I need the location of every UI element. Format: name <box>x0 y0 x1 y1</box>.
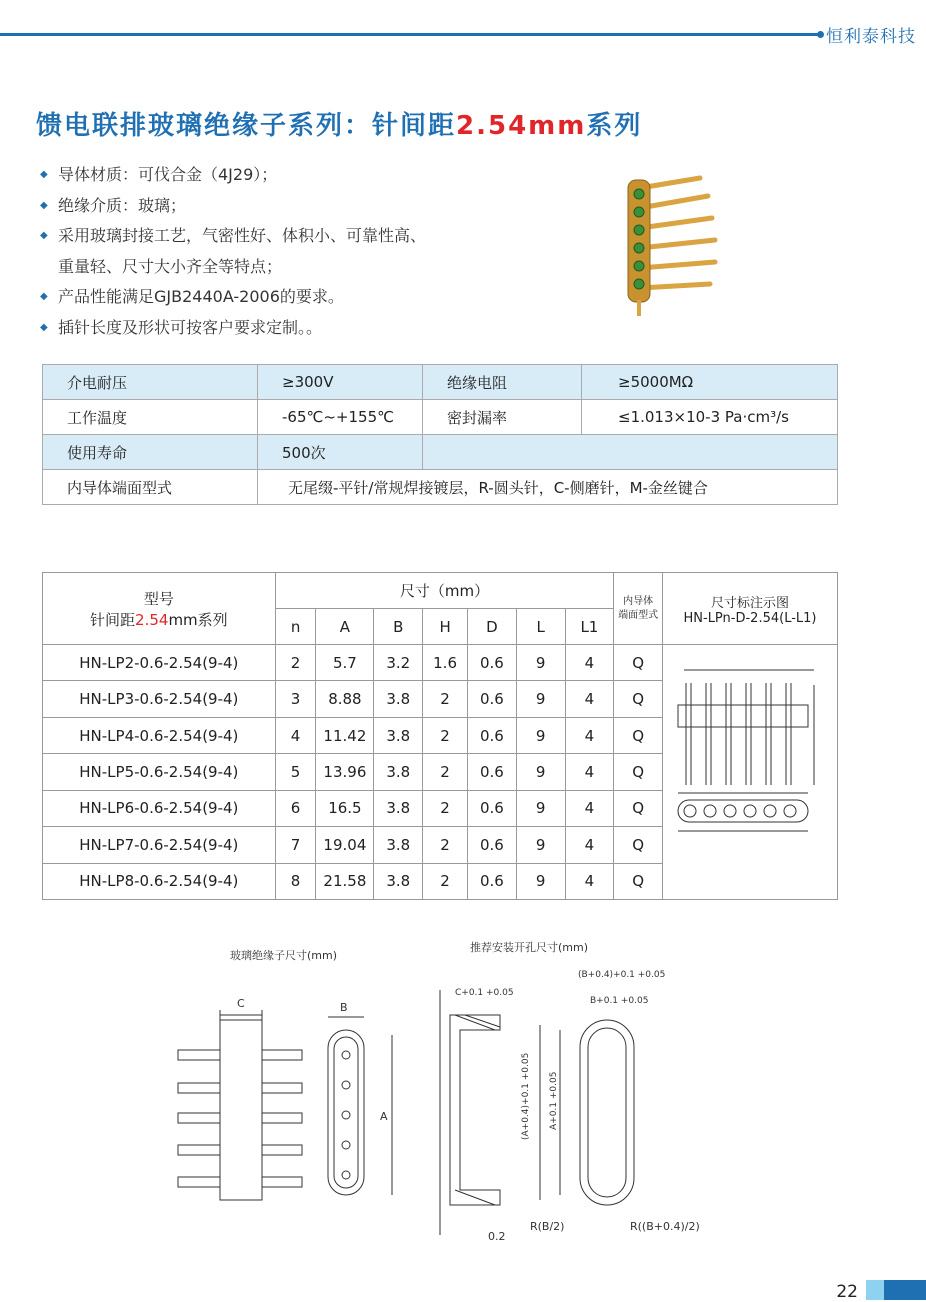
cell: 4 <box>565 645 614 681</box>
label-c: C <box>237 997 245 1010</box>
label-gap: 0.2 <box>488 1230 506 1243</box>
cell: 6 <box>275 790 316 826</box>
cell: 0.6 <box>468 717 517 753</box>
model-header <box>43 573 276 645</box>
cell: Q <box>614 681 663 717</box>
table-row <box>43 645 838 681</box>
model-cell: HN-LP6-0.6-2.54(9-4) <box>43 790 276 826</box>
header-rule <box>0 33 818 36</box>
col-header: n <box>275 609 316 645</box>
col-header: A <box>316 609 374 645</box>
right-drawing-title: 推荐安装开孔尺寸(mm) <box>470 941 589 954</box>
cell: 3.8 <box>374 754 423 790</box>
cell: 3 <box>275 681 316 717</box>
title-main: 馈电联排玻璃绝缘子系列：针间距 <box>36 111 457 141</box>
model-cell: HN-LP2-0.6-2.54(9-4) <box>43 645 276 681</box>
cell: 2 <box>423 790 468 826</box>
cell: 0.6 <box>468 863 517 899</box>
feature-item: ◆ 绝缘介质：玻璃； <box>40 191 600 222</box>
feature-item: ◆ 采用玻璃封接工艺，气密性好、体积小、可靠性高、 <box>40 221 600 252</box>
table-row <box>43 400 838 435</box>
cell: Q <box>614 754 663 790</box>
spec-key: 介电耐压 <box>43 365 258 400</box>
insulator-front-view <box>328 1017 392 1195</box>
label-a-tol: A+0.1 +0.05 <box>549 1071 559 1130</box>
table-row <box>43 435 838 470</box>
cell: 2 <box>423 681 468 717</box>
cell: 2 <box>275 645 316 681</box>
label-b-tol: B+0.1 +0.05 <box>590 996 649 1006</box>
col-header: L1 <box>565 609 614 645</box>
model-cell: HN-LP8-0.6-2.54(9-4) <box>43 863 276 899</box>
cell: 9 <box>516 827 565 863</box>
company-name: 恒利泰科技 <box>826 27 916 47</box>
cell: 0.6 <box>468 645 517 681</box>
spec-value: -65℃~+155℃ <box>258 400 423 435</box>
cell: 19.04 <box>316 827 374 863</box>
dimension-diagram-cell <box>663 645 838 900</box>
cell: 9 <box>516 717 565 753</box>
cell: 0.6 <box>468 754 517 790</box>
cell: 8 <box>275 863 316 899</box>
cell: 11.42 <box>316 717 374 753</box>
feature-item-continued: 重量轻、尺寸大小齐全等特点； <box>58 256 283 276</box>
cell: 1.6 <box>423 645 468 681</box>
cell: 16.5 <box>316 790 374 826</box>
model-label: 型号 <box>143 589 174 608</box>
cell: Q <box>614 790 663 826</box>
label-b: B <box>340 1001 348 1014</box>
label-b-plus: (B+0.4)+0.1 +0.05 <box>578 970 666 980</box>
col-header: H <box>423 609 468 645</box>
table-row <box>43 365 838 400</box>
spec-value: 500次 <box>258 435 423 470</box>
cell: 9 <box>516 681 565 717</box>
cell: 2 <box>423 754 468 790</box>
cell: 7 <box>275 827 316 863</box>
series-label: 针间距2.54mm系列 <box>90 610 228 629</box>
cell: 4 <box>565 681 614 717</box>
technical-drawings <box>160 935 720 1255</box>
spec-key: 内导体端面型式 <box>43 470 258 505</box>
cell: 9 <box>516 790 565 826</box>
diagram-header: 尺寸标注示图 HN-LPn-D-2.54(L-L1) <box>663 573 838 645</box>
cell: 3.8 <box>374 681 423 717</box>
spec-table <box>42 364 838 505</box>
label-a-plus: (A+0.4)+0.1 +0.05 <box>521 1052 531 1140</box>
cell: 3.8 <box>374 717 423 753</box>
spec-key: 使用寿命 <box>43 435 258 470</box>
cell: 3.8 <box>374 790 423 826</box>
cell: 0.6 <box>468 790 517 826</box>
col-header: B <box>374 609 423 645</box>
cell: 5 <box>275 754 316 790</box>
cell: 4 <box>565 717 614 753</box>
cell: Q <box>614 717 663 753</box>
title-tail: 系列 <box>586 111 643 141</box>
cell: 2 <box>423 827 468 863</box>
cell: 9 <box>516 863 565 899</box>
cell: 4 <box>275 717 316 753</box>
spec-value: ≥300V <box>258 365 423 400</box>
footer-accent-dark <box>884 1280 926 1300</box>
cell: 9 <box>516 645 565 681</box>
cell: Q <box>614 645 663 681</box>
feature-item: ◆ 插针长度及形状可按客户要求定制。。 <box>40 313 600 344</box>
col-header: L <box>516 609 565 645</box>
cell: 21.58 <box>316 863 374 899</box>
model-cell: HN-LP5-0.6-2.54(9-4) <box>43 754 276 790</box>
product-photo <box>620 170 730 320</box>
cell: 4 <box>565 863 614 899</box>
end-type-header: 内导体 端面型式 <box>614 573 663 645</box>
cell: 4 <box>565 754 614 790</box>
spec-value: ≤1.013×10-3 Pa·cm³/s <box>582 400 838 435</box>
cell: 2 <box>423 717 468 753</box>
col-header: D <box>468 609 517 645</box>
cell: Q <box>614 827 663 863</box>
spec-key: 密封漏率 <box>423 400 582 435</box>
spec-key: 工作温度 <box>43 400 258 435</box>
cell: 9 <box>516 754 565 790</box>
cell: 13.96 <box>316 754 374 790</box>
cell: 0.6 <box>468 827 517 863</box>
insulator-side-view <box>178 1010 302 1200</box>
model-cell: HN-LP7-0.6-2.54(9-4) <box>43 827 276 863</box>
title-highlight: 2.54mm <box>456 111 587 141</box>
cell: 3.2 <box>374 645 423 681</box>
cell: 4 <box>565 827 614 863</box>
spec-key: 绝缘电阻 <box>423 365 582 400</box>
dimension-table <box>42 572 838 900</box>
spec-value: ≥5000MΩ <box>582 365 838 400</box>
cell: 5.7 <box>316 645 374 681</box>
spec-value: 无尾缀-平针/常规焊接镀层，R-圆头针，C-侧磨针，M-金丝键合 <box>258 470 838 505</box>
page-number: 22 <box>836 1282 858 1302</box>
label-rbp: R((B+0.4)/2) <box>630 1220 700 1233</box>
model-cell: HN-LP4-0.6-2.54(9-4) <box>43 717 276 753</box>
cell: 3.8 <box>374 827 423 863</box>
label-rb: R(B/2) <box>530 1220 565 1233</box>
dimension-diagram <box>664 645 836 895</box>
model-cell: HN-LP3-0.6-2.54(9-4) <box>43 681 276 717</box>
cell: Q <box>614 863 663 899</box>
footer-accent-light <box>866 1280 884 1300</box>
gold-pins <box>640 178 715 288</box>
cell: 3.8 <box>374 863 423 899</box>
feature-item: ◆ 产品性能满足GJB2440A-2006的要求。 <box>40 282 600 313</box>
table-row <box>43 470 838 505</box>
left-drawing-title: 玻璃绝缘子尺寸(mm) <box>230 949 338 962</box>
cell: 8.88 <box>316 681 374 717</box>
label-a: A <box>380 1110 388 1123</box>
feature-item: ◆ 导体材质：可伐合金（4J29）； <box>40 160 600 191</box>
feature-list <box>40 160 600 343</box>
dims-header: 尺寸（mm） <box>275 573 614 609</box>
cell: 2 <box>423 863 468 899</box>
cell: 0.6 <box>468 681 517 717</box>
label-c-tol: C+0.1 +0.05 <box>455 988 514 998</box>
page-title <box>36 105 642 142</box>
cell: 4 <box>565 790 614 826</box>
spec-empty <box>423 435 838 470</box>
mounting-section-view <box>440 990 500 1235</box>
